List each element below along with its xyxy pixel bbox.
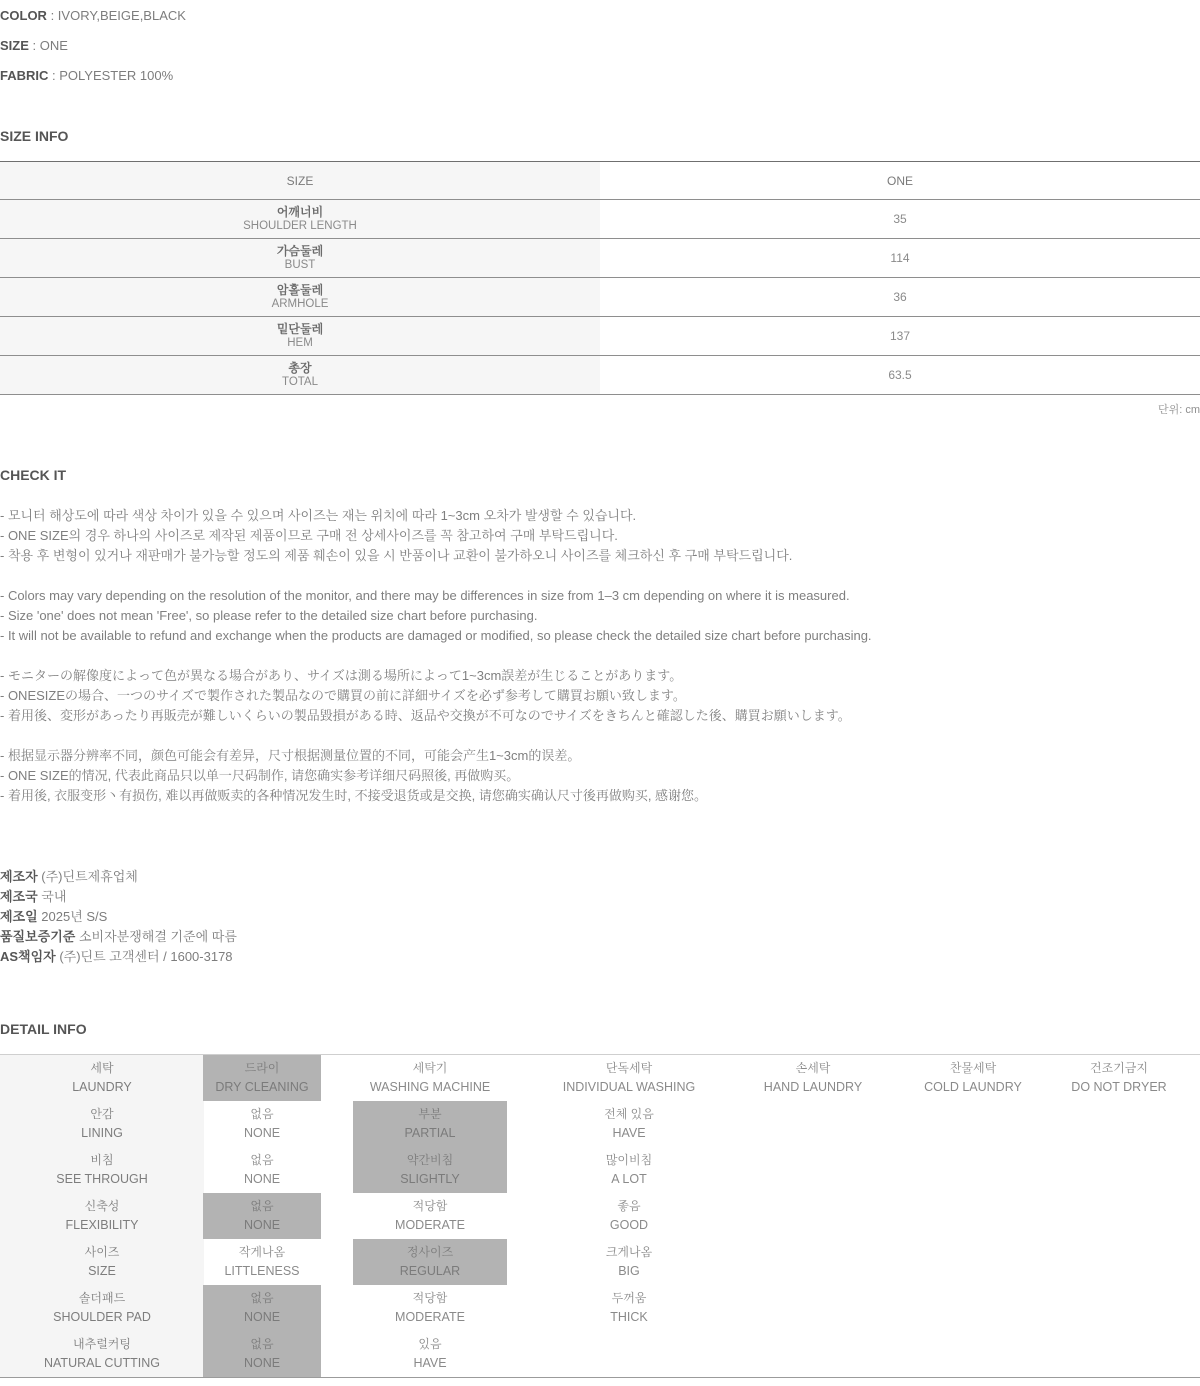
detail-option bbox=[546, 1239, 712, 1285]
separator: : bbox=[28, 38, 40, 53]
size-table-row bbox=[0, 239, 1200, 278]
manufacturer-label: 제조자 bbox=[0, 869, 38, 884]
option-kr: 정사이즈 bbox=[406, 1245, 454, 1259]
option-kr: 드라이 bbox=[244, 1061, 280, 1075]
option-en: NONE bbox=[243, 1172, 281, 1186]
detail-label-en: FLEXIBILITY bbox=[65, 1218, 139, 1232]
detail-option-selected bbox=[203, 1285, 321, 1331]
manufacturer-label: 품질보증기준 bbox=[0, 929, 76, 944]
note-group-english bbox=[0, 586, 1200, 646]
detail-option bbox=[203, 1239, 321, 1285]
detail-label-en: LAUNDRY bbox=[72, 1080, 132, 1094]
option-kr: 적당함 bbox=[412, 1291, 448, 1305]
product-attribute bbox=[0, 69, 1200, 82]
product-attribute-label: SIZE bbox=[0, 38, 29, 53]
option-kr: 없음 bbox=[250, 1107, 274, 1121]
detail-label-en: SEE THROUGH bbox=[56, 1172, 148, 1186]
product-attribute bbox=[0, 39, 1200, 52]
option-kr: 건조기금지 bbox=[1090, 1061, 1148, 1075]
size-table-header bbox=[0, 162, 1200, 200]
manufacturer-row bbox=[0, 947, 1200, 967]
check-it-notes bbox=[0, 506, 1200, 806]
option-en: HAVE bbox=[413, 1356, 447, 1370]
manufacturer-row bbox=[0, 887, 1200, 907]
detail-row-label bbox=[0, 1055, 204, 1101]
detail-option bbox=[353, 1331, 507, 1377]
product-attribute-value: IVORY,BEIGE,BLACK bbox=[57, 8, 186, 23]
size-measure-cell bbox=[0, 200, 600, 238]
detail-option bbox=[203, 1147, 321, 1193]
note-group-korean bbox=[0, 506, 1200, 566]
option-en: MODERATE bbox=[395, 1310, 465, 1324]
product-attribute bbox=[0, 9, 1200, 22]
manufacturer-row bbox=[0, 867, 1200, 887]
detail-label-kr: 비침 bbox=[90, 1153, 114, 1167]
option-kr: 없음 bbox=[250, 1199, 274, 1213]
detail-label-en: LINING bbox=[81, 1126, 123, 1140]
measure-name-kr: 어깨너비 bbox=[276, 205, 324, 219]
option-en: DRY CLEANING bbox=[215, 1080, 309, 1094]
option-kr: 좋음 bbox=[617, 1199, 641, 1213]
note-line: - 착용 후 변형이 있거나 재판매가 불가능할 정도의 제품 훼손이 있을 시 반품이나 교환이 불가하오니 사이즈를 체크하신 후 구매 부탁드립니다. bbox=[0, 548, 793, 563]
measure-name-en: BUST bbox=[284, 259, 316, 271]
note-line: - モニターの解像度によって色が異なる場合があり、サイズは測る場所によって1~3cm誤差が生じることがあります。 bbox=[0, 668, 683, 683]
manufacturer-value: (주)딘트 고객센터 / 1600-3178 bbox=[55, 949, 233, 964]
detail-option-selected bbox=[203, 1055, 321, 1101]
detail-option-selected bbox=[353, 1147, 507, 1193]
note-line: - It will not be available to refund and exchange when the products are damaged or modified, so please check the detailed size chart before purchasing. bbox=[0, 628, 872, 643]
detail-option bbox=[546, 1285, 712, 1331]
size-measure-cell bbox=[0, 317, 600, 355]
size-table-row bbox=[0, 200, 1200, 239]
note-line: - ONE SIZE的情况, 代表此商品只以单一尺码制作, 请您确实参考详细尺码照後, 再做购买。 bbox=[0, 768, 520, 783]
option-en: WASHING MACHINE bbox=[369, 1080, 491, 1094]
size-value-cell: 36 bbox=[600, 278, 1200, 316]
size-table-row bbox=[0, 356, 1200, 395]
option-en: A LOT bbox=[611, 1172, 647, 1186]
detail-info-heading: DETAIL INFO bbox=[0, 1021, 87, 1037]
detail-option bbox=[353, 1193, 507, 1239]
manufacturer-value: (주)딘트제휴업체 bbox=[37, 869, 138, 884]
option-en: MODERATE bbox=[395, 1218, 465, 1232]
manufacturer-label: 제조일 bbox=[0, 909, 38, 924]
detail-label-kr: 안감 bbox=[90, 1107, 114, 1121]
note-line: - Size 'one' does not mean 'Free', so please refer to the detailed size chart before purchasing. bbox=[0, 608, 538, 623]
detail-row-label bbox=[0, 1285, 204, 1331]
check-it-heading: CHECK IT bbox=[0, 467, 67, 483]
detail-option bbox=[546, 1193, 712, 1239]
option-en: NONE bbox=[243, 1356, 281, 1370]
option-kr: 있음 bbox=[418, 1337, 442, 1351]
detail-label-kr: 솔더패드 bbox=[78, 1291, 126, 1305]
detail-row-label bbox=[0, 1147, 204, 1193]
option-kr: 전체 있음 bbox=[604, 1107, 654, 1121]
size-measure-cell bbox=[0, 239, 600, 277]
detail-label-en: NATURAL CUTTING bbox=[44, 1356, 160, 1370]
manufacturer-row bbox=[0, 907, 1200, 927]
detail-row-label bbox=[0, 1239, 204, 1285]
detail-option bbox=[1038, 1055, 1200, 1101]
size-info-heading: SIZE INFO bbox=[0, 128, 69, 144]
size-table-body bbox=[0, 200, 1200, 395]
detail-option-selected bbox=[353, 1239, 507, 1285]
option-kr: 크게나옴 bbox=[605, 1245, 653, 1259]
note-line: - 根据显示器分辨率不同，颜色可能会有差异，尺寸根据测量位置的不同，可能会产生1~3cm的误差。 bbox=[0, 748, 581, 763]
option-kr: 많이비침 bbox=[605, 1153, 653, 1167]
separator: : bbox=[48, 68, 60, 83]
option-kr: 두꺼움 bbox=[611, 1291, 647, 1305]
option-kr: 없음 bbox=[250, 1153, 274, 1167]
separator: : bbox=[46, 8, 58, 23]
manufacturer-label: AS책임자 bbox=[0, 949, 56, 964]
detail-label-en: SHOULDER PAD bbox=[53, 1310, 151, 1324]
size-table-row bbox=[0, 278, 1200, 317]
option-en: HAVE bbox=[612, 1126, 646, 1140]
size-measure-cell bbox=[0, 356, 600, 394]
measure-name-kr: 가슴둘레 bbox=[276, 244, 324, 258]
option-en: SLIGHTLY bbox=[400, 1172, 460, 1186]
detail-label-kr: 신축성 bbox=[84, 1199, 120, 1213]
option-kr: 손세탁 bbox=[795, 1061, 831, 1075]
product-attribute-label: FABRIC bbox=[0, 68, 49, 83]
measure-name-en: SHOULDER LENGTH bbox=[243, 220, 357, 232]
detail-row-label bbox=[0, 1331, 204, 1377]
option-en: BIG bbox=[618, 1264, 640, 1278]
option-en: NONE bbox=[243, 1310, 281, 1324]
manufacturer-row bbox=[0, 927, 1200, 947]
size-header-label: SIZE bbox=[0, 162, 600, 199]
measure-name-kr: 암홀둘레 bbox=[276, 283, 324, 297]
manufacturer-label: 제조국 bbox=[0, 889, 38, 904]
option-en: REGULAR bbox=[399, 1264, 461, 1278]
detail-option bbox=[353, 1055, 507, 1101]
option-kr: 찬물세탁 bbox=[949, 1061, 997, 1075]
size-header-value: ONE bbox=[600, 162, 1200, 199]
option-kr: 단독세탁 bbox=[605, 1061, 653, 1075]
detail-option bbox=[908, 1055, 1038, 1101]
detail-table bbox=[0, 1054, 1200, 1378]
detail-option-selected bbox=[353, 1101, 507, 1147]
option-kr: 없음 bbox=[250, 1337, 274, 1351]
detail-label-kr: 내추럴커팅 bbox=[73, 1337, 131, 1351]
detail-option-selected bbox=[203, 1193, 321, 1239]
manufacturer-value: 국내 bbox=[37, 889, 67, 904]
product-attribute-label: COLOR bbox=[0, 8, 47, 23]
size-value-cell: 63.5 bbox=[600, 356, 1200, 394]
note-line: - Colors may vary depending on the resolution of the monitor, and there may be differences in size from 1–3 cm depending on where it is measured. bbox=[0, 588, 850, 603]
detail-option bbox=[546, 1055, 712, 1101]
option-kr: 세탁기 bbox=[412, 1061, 448, 1075]
note-line: - ONESIZEの場合、一つのサイズで製作された製品なので購買の前に詳細サイズを必ず参考して購買お願い致します。 bbox=[0, 688, 686, 703]
note-line: - 모니터 해상도에 따라 색상 차이가 있을 수 있으며 사이즈는 재는 위치에 따라 1~3cm 오차가 발생할 수 있습니다. bbox=[0, 508, 637, 523]
option-en: COLD LAUNDRY bbox=[924, 1080, 1022, 1094]
detail-option-selected bbox=[203, 1331, 321, 1377]
detail-label-en: SIZE bbox=[88, 1264, 116, 1278]
measure-name-kr: 밑단둘레 bbox=[276, 322, 324, 336]
measure-name-en: TOTAL bbox=[282, 376, 318, 388]
product-summary bbox=[0, 0, 1200, 82]
measure-name-kr: 총장 bbox=[288, 361, 312, 375]
option-kr: 약간비침 bbox=[406, 1153, 454, 1167]
measure-name-en: HEM bbox=[287, 337, 313, 349]
manufacturer-value: 소비자분쟁해결 기준에 따름 bbox=[75, 929, 237, 944]
detail-option bbox=[730, 1055, 896, 1101]
detail-option bbox=[546, 1147, 712, 1193]
detail-label-kr: 사이즈 bbox=[84, 1245, 120, 1259]
detail-row-label bbox=[0, 1193, 204, 1239]
manufacturer-value: 2025년 S/S bbox=[37, 909, 108, 924]
detail-row-label bbox=[0, 1101, 204, 1147]
measure-name-en: ARMHOLE bbox=[271, 298, 329, 310]
option-en: DO NOT DRYER bbox=[1071, 1080, 1167, 1094]
product-attribute-value: ONE bbox=[39, 38, 68, 53]
option-en: NONE bbox=[243, 1218, 281, 1232]
size-table bbox=[0, 161, 1200, 395]
note-group-japanese bbox=[0, 666, 1200, 726]
option-en: THICK bbox=[610, 1310, 648, 1324]
detail-label-kr: 세탁 bbox=[90, 1061, 114, 1075]
note-line: - ONE SIZE의 경우 하나의 사이즈로 제작된 제품이므로 구매 전 상세사이즈를 꼭 참고하여 구매 부탁드립니다. bbox=[0, 528, 618, 543]
option-en: HAND LAUNDRY bbox=[763, 1080, 863, 1094]
option-kr: 없음 bbox=[250, 1291, 274, 1305]
option-kr: 적당함 bbox=[412, 1199, 448, 1213]
detail-option bbox=[353, 1285, 507, 1331]
option-en: LITTLENESS bbox=[224, 1264, 300, 1278]
unit-note: 단위: cm bbox=[1157, 404, 1200, 416]
option-kr: 부분 bbox=[418, 1107, 442, 1121]
size-table-row bbox=[0, 317, 1200, 356]
note-line: - 着用後、変形があったり再販売が難しいくらいの製品毀損がある時、返品や交換が不可なのでサイズをきちんと確認した後、購買お願いします。 bbox=[0, 708, 851, 723]
size-value-cell: 137 bbox=[600, 317, 1200, 355]
option-en: INDIVIDUAL WASHING bbox=[562, 1080, 696, 1094]
note-group-chinese bbox=[0, 746, 1200, 806]
option-kr: 작게나옴 bbox=[238, 1245, 286, 1259]
detail-option bbox=[203, 1101, 321, 1147]
option-en: GOOD bbox=[609, 1218, 649, 1232]
product-attribute-value: POLYESTER 100% bbox=[59, 68, 174, 83]
size-value-cell: 35 bbox=[600, 200, 1200, 238]
option-en: NONE bbox=[243, 1126, 281, 1140]
manufacturer-info bbox=[0, 867, 1200, 967]
option-en: PARTIAL bbox=[404, 1126, 456, 1140]
size-measure-cell bbox=[0, 278, 600, 316]
detail-option bbox=[546, 1101, 712, 1147]
size-value-cell: 114 bbox=[600, 239, 1200, 277]
note-line: - 着用後, 衣服变形丶有损伤, 难以再做贩卖的各种情况发生时, 不接受退货或是交换, 请您确实确认尺寸後再做购买, 感谢您。 bbox=[0, 788, 708, 803]
